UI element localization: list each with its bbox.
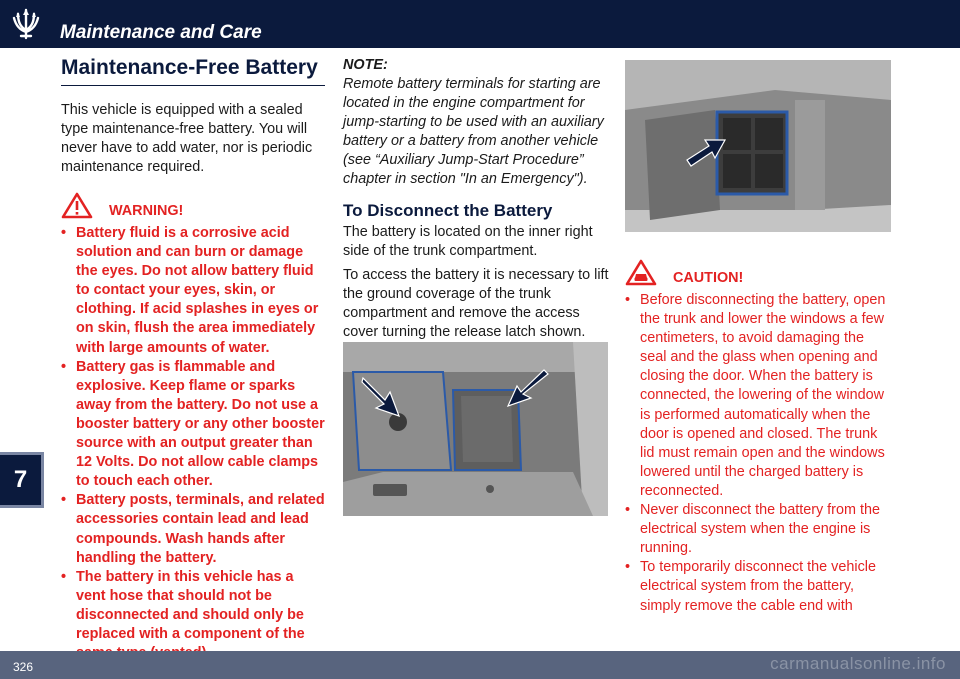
caution-list: [625, 291, 893, 616]
caution-label: CAUTION!: [673, 270, 744, 286]
note-body: Remote battery terminals for starting are located in the engine compartment for jump-starting to be used with an auxiliary battery or a battery from another vehicle (see “Auxiliary Jump-Start Procedure” chapter in section "In an Emergency").: [343, 76, 604, 187]
warning-triangle-icon: [61, 192, 93, 219]
column-1: [61, 56, 325, 663]
note-title: NOTE:: [343, 57, 388, 73]
intro-paragraph: This vehicle is equipped with a sealed type maintenance-free battery. You will never have to add water, nor is periodic maintenance required.: [61, 102, 313, 175]
chapter-tab: 7: [0, 452, 44, 508]
warning-list: [61, 224, 325, 663]
watermark: carmanualsonline.info: [770, 654, 946, 673]
list-item: • To temporarily disconnect the vehicle electrical system from the battery, simply remove the cable end with: [625, 559, 876, 614]
list-item: • Battery fluid is a corrosive acid solution and can burn or damage the eyes. Do not allow battery fluid to contact your eyes, skin, or clothing. If acid splashes in eyes or on skin, flush the area immediately with large amounts of water.: [61, 225, 319, 356]
list-item: • Never disconnect the battery from the electrical system when the engine is running.: [625, 502, 880, 557]
warning-heading: [61, 191, 325, 219]
trident-logo-icon: [8, 6, 44, 42]
paragraph: The battery is located on the inner right side of the trunk compartment.: [343, 224, 593, 259]
caution-heading: [625, 258, 893, 286]
caution-block: [625, 244, 893, 616]
warning-label: WARNING!: [109, 203, 184, 219]
battery-location-photo: [625, 60, 891, 232]
column-2: [343, 56, 610, 342]
page-header: [0, 0, 960, 48]
car-caution-triangle-icon: [625, 259, 657, 286]
section-title: Maintenance-Free Battery: [61, 56, 325, 86]
paragraph: To access the battery it is necessary to lift the ground coverage of the trunk compartment and remove the access cover turning the release latch shown.: [343, 267, 609, 340]
list-item: • Before disconnecting the battery, open the trunk and lower the windows a few centimeters, to avoid damaging the seal and the glass when opening and closing the door. When the battery is connected, the lowering of the window is performed automatically when the door is opened and closed. The trunk lid must remain open and the windows lowered until the charged battery is reconnected.: [625, 292, 886, 499]
subsection-title: To Disconnect the Battery: [343, 201, 553, 220]
page-footer: [0, 651, 960, 679]
trunk-access-photo: [343, 342, 608, 516]
list-item: • Battery posts, terminals, and related accessories contain lead and lead compounds. Wash hands after handling the battery.: [61, 492, 325, 566]
header-title: Maintenance and Care: [60, 22, 262, 43]
page-number: 326: [13, 660, 34, 674]
list-item: • The battery in this vehicle has a vent hose that should not be disconnected and should only be replaced with a component of the: [61, 568, 305, 642]
list-item: • Battery gas is flammable and explosive. Keep flame or sparks away from the battery. Do not use a booster battery or any other booster source with an output greater than 12 Volts. Do not allow cable clamps to touch each other.: [61, 358, 325, 490]
